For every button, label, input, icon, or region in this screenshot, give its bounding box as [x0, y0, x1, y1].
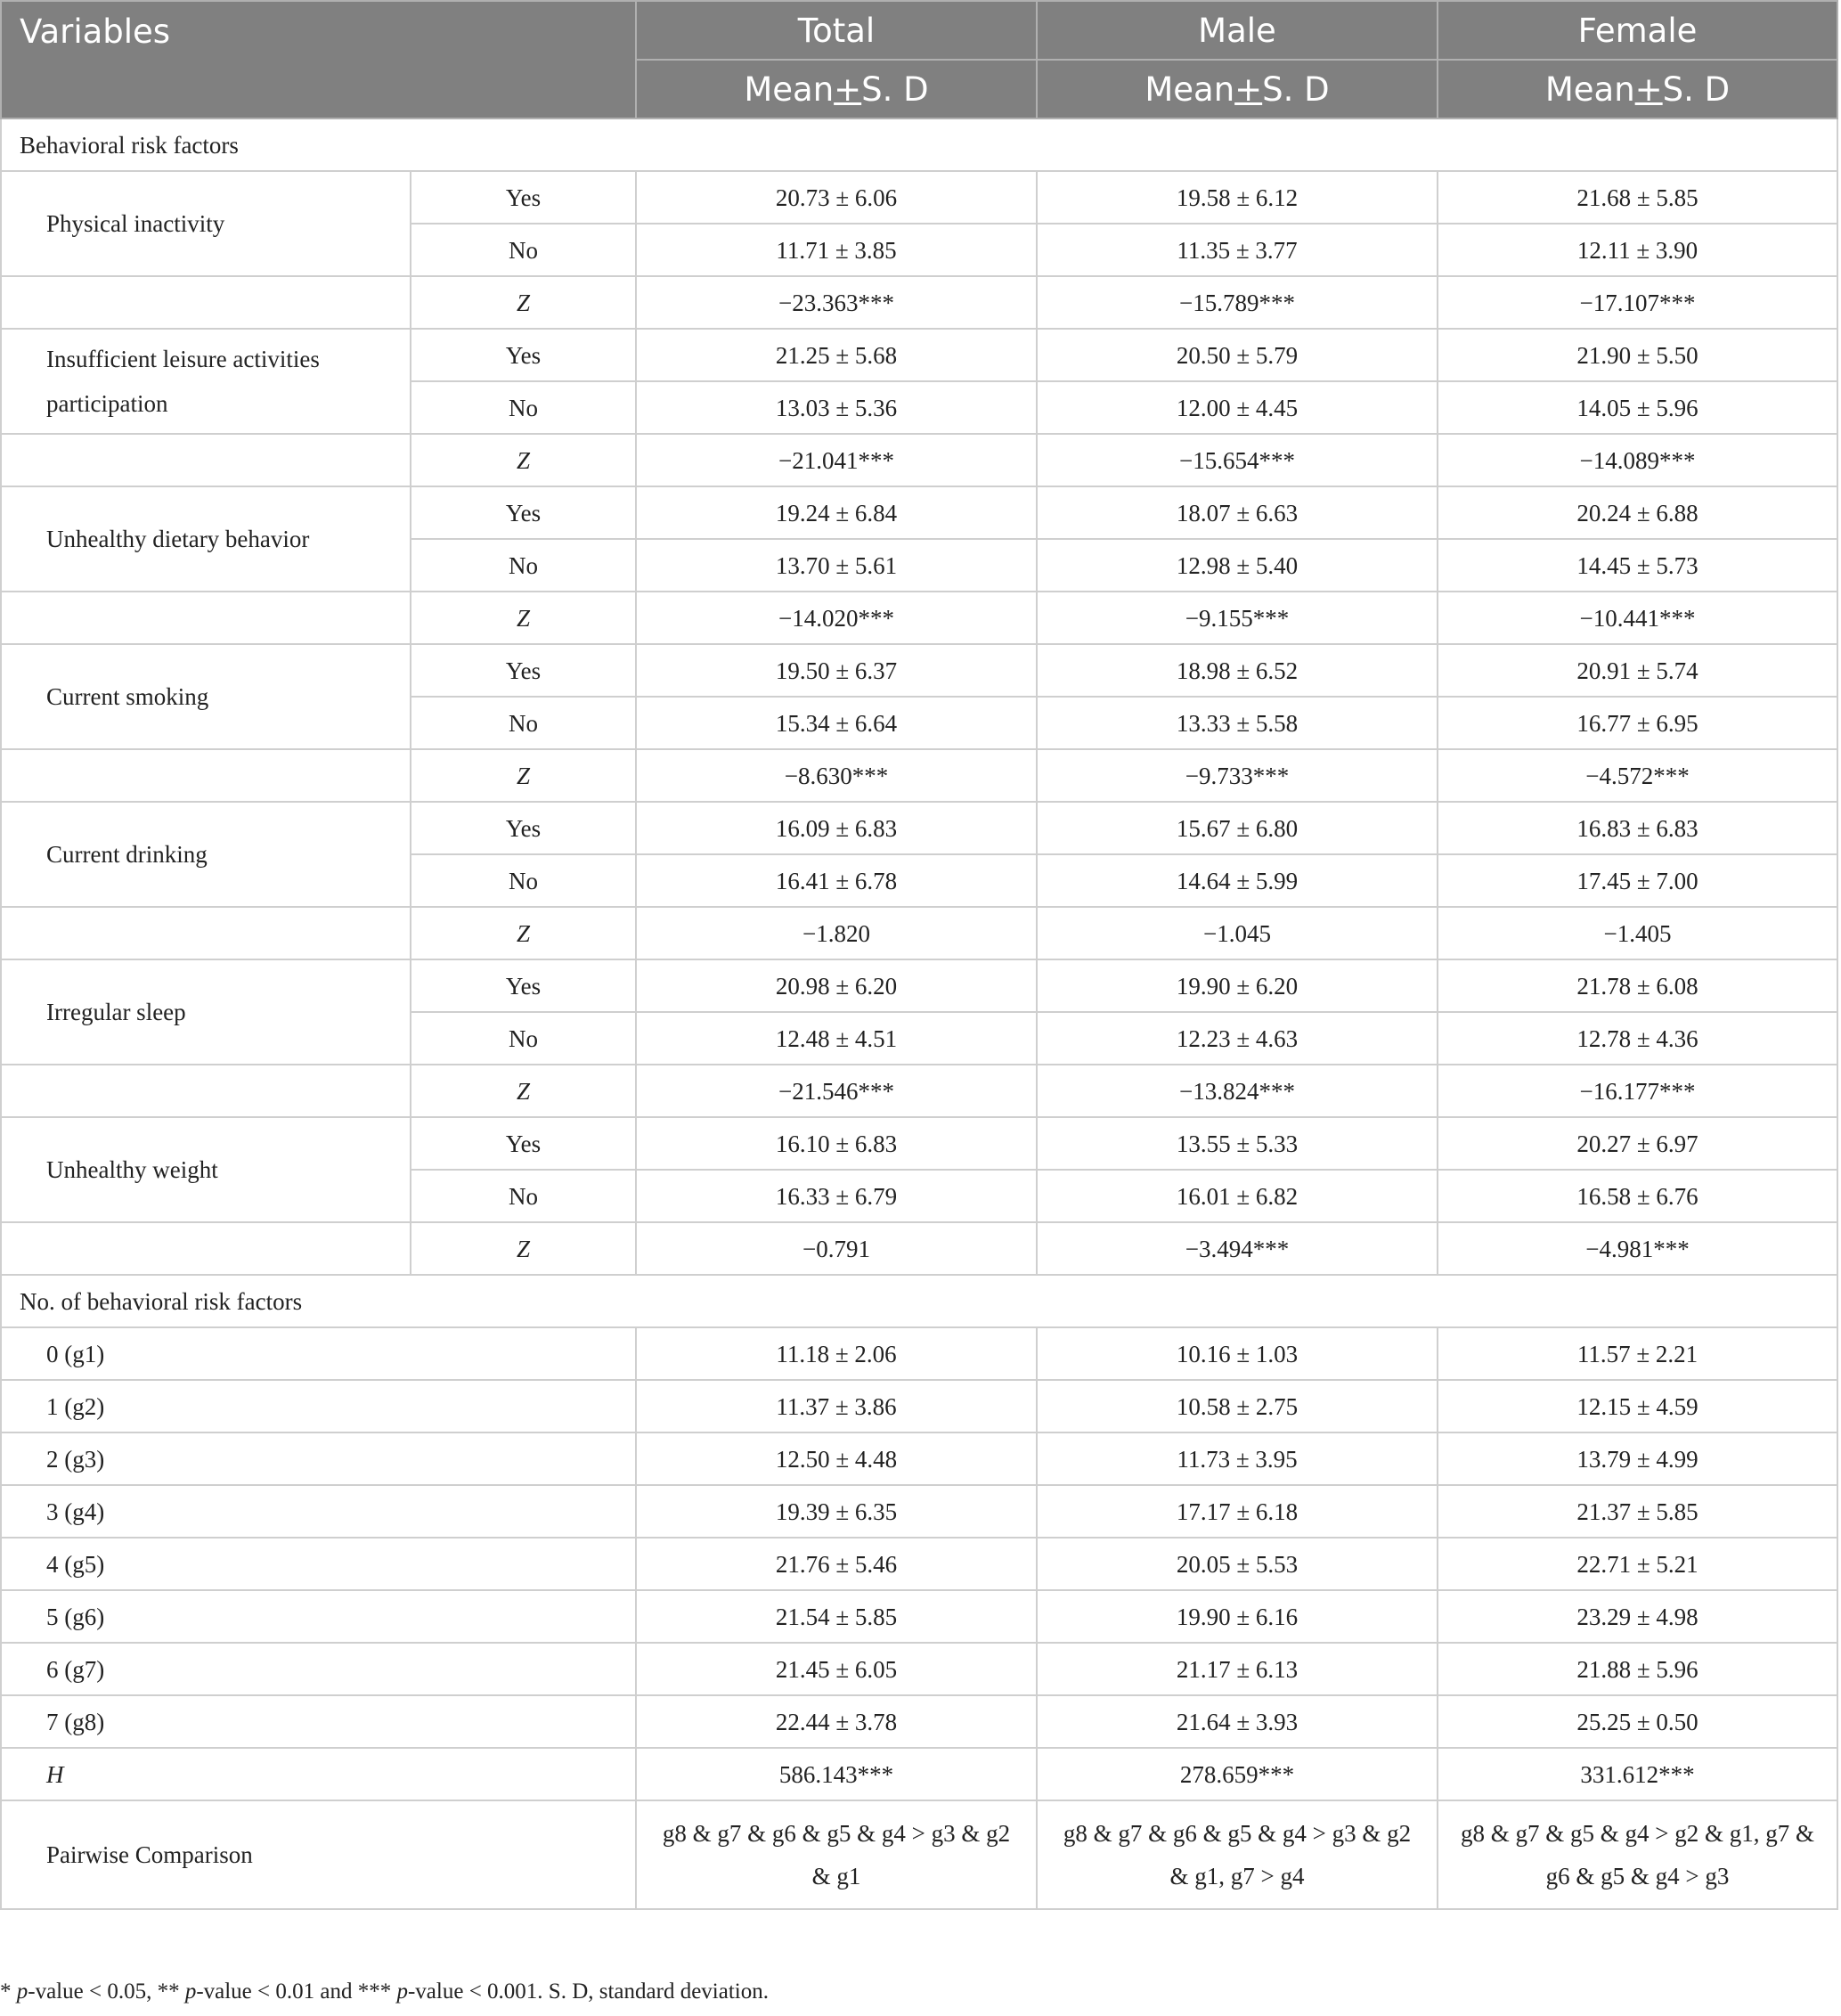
- value-cell: 17.17 ± 6.18: [1037, 1485, 1438, 1538]
- value-cell: 21.88 ± 5.96: [1438, 1643, 1837, 1695]
- table-row: [1, 1380, 1837, 1432]
- value-cell: 21.25 ± 5.68: [636, 329, 1037, 381]
- value-cell: 21.17 ± 6.13: [1037, 1643, 1438, 1695]
- z-value-cell: −21.041***: [636, 434, 1037, 486]
- value-cell: 21.90 ± 5.50: [1438, 329, 1837, 381]
- value-cell: 11.57 ± 2.21: [1438, 1327, 1837, 1380]
- no-label: No: [411, 1170, 636, 1222]
- h-label: H: [1, 1748, 636, 1800]
- header-variables: Variables: [1, 1, 636, 118]
- factor-label: Unhealthy weight: [1, 1117, 411, 1222]
- value-cell: 16.41 ± 6.78: [636, 854, 1037, 907]
- pairwise-value-cell: g8 & g7 & g6 & g5 & g4 > g3 & g2 & g1, g7 > g4: [1037, 1800, 1438, 1909]
- table-row: [1, 1117, 1837, 1170]
- z-value-cell: −23.363***: [636, 276, 1037, 329]
- z-value-cell: −15.654***: [1037, 434, 1438, 486]
- count-label: 2 (g3): [1, 1432, 636, 1485]
- yes-label: Yes: [411, 1117, 636, 1170]
- value-cell: 21.37 ± 5.85: [1438, 1485, 1837, 1538]
- z-value-cell: −15.789***: [1037, 276, 1438, 329]
- value-cell: 10.16 ± 1.03: [1037, 1327, 1438, 1380]
- z-value-cell: −14.020***: [636, 592, 1037, 644]
- header-row-groups: [1, 1, 1837, 60]
- value-cell: 13.70 ± 5.61: [636, 539, 1037, 592]
- value-cell: 21.64 ± 3.93: [1037, 1695, 1438, 1748]
- value-cell: 13.03 ± 5.36: [636, 381, 1037, 434]
- table-row: [1, 171, 1837, 224]
- section-row-behavioral: [1, 118, 1837, 171]
- value-cell: 11.71 ± 3.85: [636, 224, 1037, 276]
- empty-cell: [1, 592, 411, 644]
- value-cell: 19.24 ± 6.84: [636, 486, 1037, 539]
- header-stat-female: Mean+S. D: [1438, 60, 1837, 118]
- value-cell: 12.23 ± 4.63: [1037, 1012, 1438, 1065]
- table-row: [1, 802, 1837, 854]
- no-label: No: [411, 854, 636, 907]
- table-row: [1, 592, 1837, 644]
- table-row: [1, 1590, 1837, 1643]
- count-label: 5 (g6): [1, 1590, 636, 1643]
- z-value-cell: −9.733***: [1037, 749, 1438, 802]
- z-label: Z: [411, 749, 636, 802]
- value-cell: 19.58 ± 6.12: [1037, 171, 1438, 224]
- header-female: Female: [1438, 1, 1837, 60]
- value-cell: 21.45 ± 6.05: [636, 1643, 1037, 1695]
- value-cell: 15.67 ± 6.80: [1037, 802, 1438, 854]
- table-row: [1, 434, 1837, 486]
- yes-label: Yes: [411, 644, 636, 697]
- empty-cell: [1, 907, 411, 959]
- h-value-cell: 278.659***: [1037, 1748, 1438, 1800]
- empty-cell: [1, 276, 411, 329]
- value-cell: 23.29 ± 4.98: [1438, 1590, 1837, 1643]
- value-cell: 16.77 ± 6.95: [1438, 697, 1837, 749]
- factor-label: Current drinking: [1, 802, 411, 907]
- value-cell: 16.01 ± 6.82: [1037, 1170, 1438, 1222]
- no-label: No: [411, 697, 636, 749]
- z-value-cell: −3.494***: [1037, 1222, 1438, 1275]
- table-row: [1, 1485, 1837, 1538]
- value-cell: 19.39 ± 6.35: [636, 1485, 1037, 1538]
- yes-label: Yes: [411, 959, 636, 1012]
- z-value-cell: −4.981***: [1438, 1222, 1837, 1275]
- table-row: [1, 1538, 1837, 1590]
- value-cell: 20.05 ± 5.53: [1037, 1538, 1438, 1590]
- h-value-cell: 586.143***: [636, 1748, 1037, 1800]
- value-cell: 20.98 ± 6.20: [636, 959, 1037, 1012]
- h-row: [1, 1748, 1837, 1800]
- value-cell: 10.58 ± 2.75: [1037, 1380, 1438, 1432]
- value-cell: 20.73 ± 6.06: [636, 171, 1037, 224]
- z-value-cell: −21.546***: [636, 1065, 1037, 1117]
- value-cell: 22.44 ± 3.78: [636, 1695, 1037, 1748]
- z-value-cell: −16.177***: [1438, 1065, 1837, 1117]
- value-cell: 22.71 ± 5.21: [1438, 1538, 1837, 1590]
- pairwise-value-cell: g8 & g7 & g5 & g4 > g2 & g1, g7 & g6 & g5 & g4 > g3: [1438, 1800, 1837, 1909]
- h-value-cell: 331.612***: [1438, 1748, 1837, 1800]
- no-label: No: [411, 381, 636, 434]
- factor-label: Current smoking: [1, 644, 411, 749]
- footnote: * p-value < 0.05, ** p-value < 0.01 and *** p-value < 0.001. S. D, standard deviation.: [0, 1979, 769, 2004]
- pairwise-value-cell: g8 & g7 & g6 & g5 & g4 > g3 & g2 & g1: [636, 1800, 1037, 1909]
- z-label: Z: [411, 1065, 636, 1117]
- value-cell: 12.50 ± 4.48: [636, 1432, 1037, 1485]
- value-cell: 16.83 ± 6.83: [1438, 802, 1837, 854]
- value-cell: 12.15 ± 4.59: [1438, 1380, 1837, 1432]
- table-row: [1, 1643, 1837, 1695]
- value-cell: 12.00 ± 4.45: [1037, 381, 1438, 434]
- z-value-cell: −1.820: [636, 907, 1037, 959]
- table-row: [1, 959, 1837, 1012]
- z-value-cell: −9.155***: [1037, 592, 1438, 644]
- section-behavioral-label: Behavioral risk factors: [1, 118, 1837, 171]
- z-value-cell: −0.791: [636, 1222, 1037, 1275]
- count-label: 1 (g2): [1, 1380, 636, 1432]
- z-value-cell: −14.089***: [1438, 434, 1837, 486]
- header-stat-male: Mean+S. D: [1037, 60, 1438, 118]
- value-cell: 11.73 ± 3.95: [1037, 1432, 1438, 1485]
- value-cell: 20.24 ± 6.88: [1438, 486, 1837, 539]
- value-cell: 21.78 ± 6.08: [1438, 959, 1837, 1012]
- value-cell: 18.07 ± 6.63: [1037, 486, 1438, 539]
- value-cell: 16.58 ± 6.76: [1438, 1170, 1837, 1222]
- section-count-label: No. of behavioral risk factors: [1, 1275, 1837, 1327]
- value-cell: 12.11 ± 3.90: [1438, 224, 1837, 276]
- count-label: 7 (g8): [1, 1695, 636, 1748]
- value-cell: 11.18 ± 2.06: [636, 1327, 1037, 1380]
- yes-label: Yes: [411, 486, 636, 539]
- pairwise-row: [1, 1800, 1837, 1909]
- value-cell: 11.37 ± 3.86: [636, 1380, 1037, 1432]
- value-cell: 21.54 ± 5.85: [636, 1590, 1037, 1643]
- value-cell: 20.91 ± 5.74: [1438, 644, 1837, 697]
- factor-label: Unhealthy dietary behavior: [1, 486, 411, 592]
- value-cell: 15.34 ± 6.64: [636, 697, 1037, 749]
- empty-cell: [1, 1065, 411, 1117]
- z-value-cell: −17.107***: [1438, 276, 1837, 329]
- value-cell: 18.98 ± 6.52: [1037, 644, 1438, 697]
- empty-cell: [1, 749, 411, 802]
- no-label: No: [411, 539, 636, 592]
- z-value-cell: −8.630***: [636, 749, 1037, 802]
- value-cell: 21.68 ± 5.85: [1438, 171, 1837, 224]
- z-value-cell: −1.045: [1037, 907, 1438, 959]
- z-label: Z: [411, 1222, 636, 1275]
- z-value-cell: −1.405: [1438, 907, 1837, 959]
- yes-label: Yes: [411, 171, 636, 224]
- value-cell: 13.33 ± 5.58: [1037, 697, 1438, 749]
- value-cell: 16.09 ± 6.83: [636, 802, 1037, 854]
- z-value-cell: −10.441***: [1438, 592, 1837, 644]
- value-cell: 19.90 ± 6.16: [1037, 1590, 1438, 1643]
- value-cell: 12.78 ± 4.36: [1438, 1012, 1837, 1065]
- table-body: [1, 118, 1837, 1909]
- table-row: [1, 276, 1837, 329]
- table-row: [1, 644, 1837, 697]
- header-stat-total: Mean+S. D: [636, 60, 1037, 118]
- value-cell: 14.05 ± 5.96: [1438, 381, 1837, 434]
- value-cell: 20.50 ± 5.79: [1037, 329, 1438, 381]
- empty-cell: [1, 434, 411, 486]
- z-label: Z: [411, 276, 636, 329]
- value-cell: 14.45 ± 5.73: [1438, 539, 1837, 592]
- table-row: [1, 329, 1837, 381]
- pairwise-label: Pairwise Comparison: [1, 1800, 636, 1909]
- value-cell: 12.48 ± 4.51: [636, 1012, 1037, 1065]
- table-row: [1, 1432, 1837, 1485]
- value-cell: 25.25 ± 0.50: [1438, 1695, 1837, 1748]
- table-row: [1, 1327, 1837, 1380]
- header-male: Male: [1037, 1, 1438, 60]
- value-cell: 12.98 ± 5.40: [1037, 539, 1438, 592]
- factor-label: Irregular sleep: [1, 959, 411, 1065]
- table-row: [1, 907, 1837, 959]
- empty-cell: [1, 1222, 411, 1275]
- table-row: [1, 486, 1837, 539]
- z-value-cell: −13.824***: [1037, 1065, 1438, 1117]
- factor-label: Physical inactivity: [1, 171, 411, 276]
- table-row: [1, 1222, 1837, 1275]
- z-label: Z: [411, 907, 636, 959]
- z-label: Z: [411, 434, 636, 486]
- value-cell: 16.10 ± 6.83: [636, 1117, 1037, 1170]
- header-total: Total: [636, 1, 1037, 60]
- count-label: 6 (g7): [1, 1643, 636, 1695]
- count-label: 0 (g1): [1, 1327, 636, 1380]
- value-cell: 13.55 ± 5.33: [1037, 1117, 1438, 1170]
- z-label: Z: [411, 592, 636, 644]
- yes-label: Yes: [411, 329, 636, 381]
- value-cell: 19.90 ± 6.20: [1037, 959, 1438, 1012]
- factor-label: Insufficient leisure activities participation: [1, 329, 411, 434]
- z-value-cell: −4.572***: [1438, 749, 1837, 802]
- table-row: [1, 1065, 1837, 1117]
- table-row: [1, 1695, 1837, 1748]
- count-label: 4 (g5): [1, 1538, 636, 1590]
- no-label: No: [411, 224, 636, 276]
- value-cell: 16.33 ± 6.79: [636, 1170, 1037, 1222]
- value-cell: 14.64 ± 5.99: [1037, 854, 1438, 907]
- value-cell: 20.27 ± 6.97: [1438, 1117, 1837, 1170]
- value-cell: 19.50 ± 6.37: [636, 644, 1037, 697]
- value-cell: 17.45 ± 7.00: [1438, 854, 1837, 907]
- table-row: [1, 749, 1837, 802]
- count-label: 3 (g4): [1, 1485, 636, 1538]
- no-label: No: [411, 1012, 636, 1065]
- yes-label: Yes: [411, 802, 636, 854]
- value-cell: 21.76 ± 5.46: [636, 1538, 1037, 1590]
- value-cell: 11.35 ± 3.77: [1037, 224, 1438, 276]
- value-cell: 13.79 ± 4.99: [1438, 1432, 1837, 1485]
- section-row-count: [1, 1275, 1837, 1327]
